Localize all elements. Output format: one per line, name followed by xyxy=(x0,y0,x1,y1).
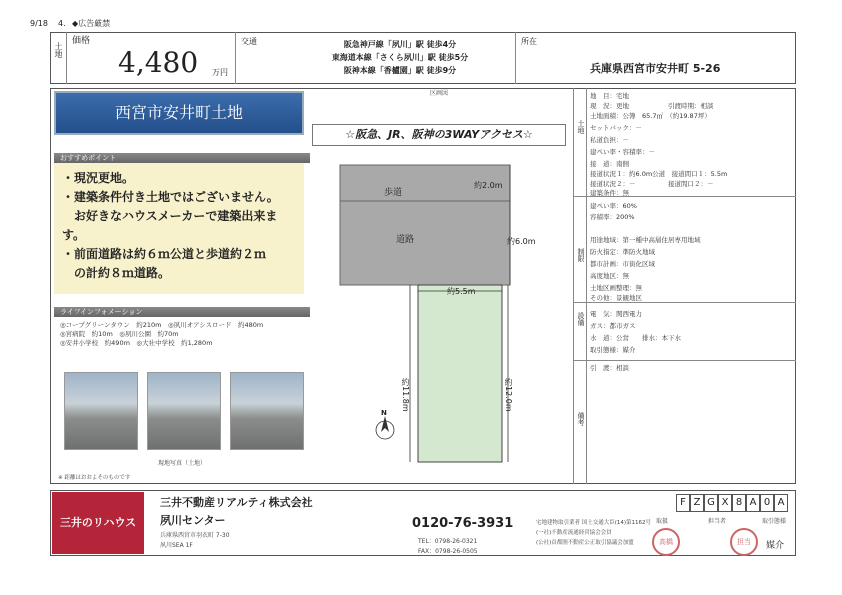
site-photo xyxy=(230,372,304,450)
footer-label: 取扱 xyxy=(656,518,669,525)
spec-side-label: 備考 xyxy=(577,412,585,426)
catch-copy: ☆阪急、JR、阪神の3WAYアクセス☆ xyxy=(312,124,566,146)
warning-label: ◆広告厳禁 xyxy=(72,19,111,28)
license-line: (公社)首都圏不動産公正取引協議会加盟 xyxy=(536,540,634,546)
point-item: お好きなハウスメーカーで建築出来ます。 xyxy=(62,209,278,242)
spec-row: 防火指定：準防火地域 xyxy=(590,248,655,256)
spec-row: 接道状況１：約6.0m公道 接道間口１：5.5m xyxy=(590,170,728,178)
spec-row: セットバック：－ xyxy=(590,124,642,132)
life-info-box xyxy=(54,318,304,360)
license-line: 宅地建物取引業者 国土交通大臣(14)第1162号 xyxy=(536,520,652,526)
spec-row: ガス：都市ガス xyxy=(590,322,636,330)
branch-name: 夙川センター xyxy=(160,514,226,527)
spec-row: 引 渡：相談 xyxy=(590,364,629,372)
code-cell: 0 xyxy=(760,494,774,512)
photo-caption: 現地写真（土地） xyxy=(158,460,207,467)
spec-row: 取引態様：媒介 xyxy=(590,346,636,354)
spec-row: 建築条件：無 xyxy=(590,189,629,197)
access-line: 東海道本線「さくら夙川」駅 徒歩5分 xyxy=(331,53,469,62)
spec-row: 建ぺい率：60% xyxy=(590,202,637,210)
date-label: 9/18 xyxy=(30,19,48,28)
north-label: N xyxy=(381,409,387,417)
site-photo xyxy=(147,372,221,450)
distance-footnote: ※ 距離はおおよそのものです xyxy=(58,475,131,481)
spec-row: 私道負担：－ xyxy=(590,136,629,144)
depth-left: 約11.8m xyxy=(401,378,410,412)
point-item: の計約８ｍ道路。 xyxy=(62,266,171,280)
spec-row: 水 道：公営 排水：本下水 xyxy=(590,334,681,342)
access-line: 阪急神戸線「夙川」駅 徒歩4分 xyxy=(343,40,457,49)
code-cell: G xyxy=(704,494,718,512)
spec-row: 接道状況２：－ 接道間口２：－ xyxy=(590,180,714,188)
lot-map xyxy=(330,150,570,480)
spec-row: 土地面積：公簿 65.7㎡ （約19.87坪） xyxy=(590,112,711,120)
code-cell: Z xyxy=(690,494,704,512)
site-photo xyxy=(64,372,138,450)
life-item: ◎宮病院 約10m ◎夙川公園 約70m xyxy=(60,330,179,338)
tel-number: TEL：0798-26-0321 xyxy=(418,538,478,545)
address-line: 夙川SEA 1F xyxy=(160,542,193,549)
point-item: ・前面道路は約６ｍ公道と歩道約２ｍ xyxy=(62,247,267,261)
road-width: 約6.0m xyxy=(507,237,536,246)
spec-row: 用途地域：第一種中高層住居専用地域 xyxy=(590,236,701,244)
spec-side-label: 土地 xyxy=(577,120,585,134)
code-cell: 8 xyxy=(732,494,746,512)
transaction-type: 媒介 xyxy=(766,541,785,551)
company-name: 三井不動産リアルティ株式会社 xyxy=(160,496,313,509)
point-item: ・現況更地。 xyxy=(62,171,135,185)
sidewalk-label: 歩道 xyxy=(384,188,403,198)
spec-row: 接 道：南側 xyxy=(590,160,629,168)
property-title: 西宮市安井町土地 xyxy=(54,91,304,135)
sidewalk-width: 約2.0m xyxy=(474,181,503,190)
spec-row: 電 気：関西電力 xyxy=(590,310,642,318)
spec-row: 都市計画：市街化区域 xyxy=(590,260,655,268)
location-label: 所在 xyxy=(521,37,537,46)
spec-side-label: 設備 xyxy=(577,312,585,326)
spec-side-label: 制限 xyxy=(577,248,585,262)
page-number: 4. xyxy=(58,19,66,28)
spec-row: 現 況：更地 引渡時期：相談 xyxy=(590,102,714,110)
access-label: 交通 xyxy=(241,37,257,46)
code-cell: A xyxy=(746,494,760,512)
depth-right: 約12.0m xyxy=(504,378,513,412)
price-label: 価格 xyxy=(72,36,91,46)
lot-shape xyxy=(418,285,502,462)
footer-label: 担当者 xyxy=(708,518,727,525)
code-cell: X xyxy=(718,494,732,512)
points-box xyxy=(54,163,304,294)
code-cell: A xyxy=(774,494,788,512)
company-logo: 三井のリハウス xyxy=(52,492,144,554)
spec-row: 容積率：200% xyxy=(590,213,635,221)
spec-row: 土地区画整理：無 xyxy=(590,284,642,292)
phone-number[interactable]: 0120-76-3931 xyxy=(412,516,514,531)
price-unit: 万円 xyxy=(212,68,228,77)
staff-stamp: 担当 xyxy=(730,528,758,556)
handling-stamp: 高橋 xyxy=(652,528,680,556)
road-label: 道路 xyxy=(396,235,415,245)
spec-row: その他：景観地区 xyxy=(590,294,642,302)
points-header: おすすめポイント xyxy=(54,153,310,163)
spec-row: 高度地区：無 xyxy=(590,272,629,280)
frontage-width: 約5.5m xyxy=(447,287,476,296)
price-amount: 4,480 xyxy=(118,46,199,79)
road-shape xyxy=(340,201,510,285)
fax-number: FAX：0798-26-0505 xyxy=(418,548,478,555)
price-type-label: 土地 xyxy=(54,42,63,58)
footer-label: 取引態様 xyxy=(762,518,787,525)
location-value: 兵庫県西宮市安井町 5-26 xyxy=(590,62,721,75)
life-item: ◎コープグリーンタウン 約210m ◎夙川オアシスロード 約480m xyxy=(60,321,264,329)
code-cell: F xyxy=(676,494,690,512)
life-item: ◎安井小学校 約490m ◎大社中学校 約1,280m xyxy=(60,339,213,347)
license-line: (一社)不動産流通経営協会会員 xyxy=(536,530,612,536)
access-line: 阪神本線「香櫨園」駅 徒歩9分 xyxy=(343,66,457,75)
address-line: 兵庫県西宮市羽衣町 7-30 xyxy=(160,532,230,539)
point-item: ・建築条件付き土地ではございません。 xyxy=(62,190,279,204)
access-list xyxy=(300,38,500,77)
spec-row: 地 目：宅地 xyxy=(590,92,629,100)
map-heading: 区画図 xyxy=(430,90,449,97)
life-header: ライフインフォメーション xyxy=(54,307,310,317)
spec-row: 建ぺい率・容積率：－ xyxy=(590,148,655,156)
